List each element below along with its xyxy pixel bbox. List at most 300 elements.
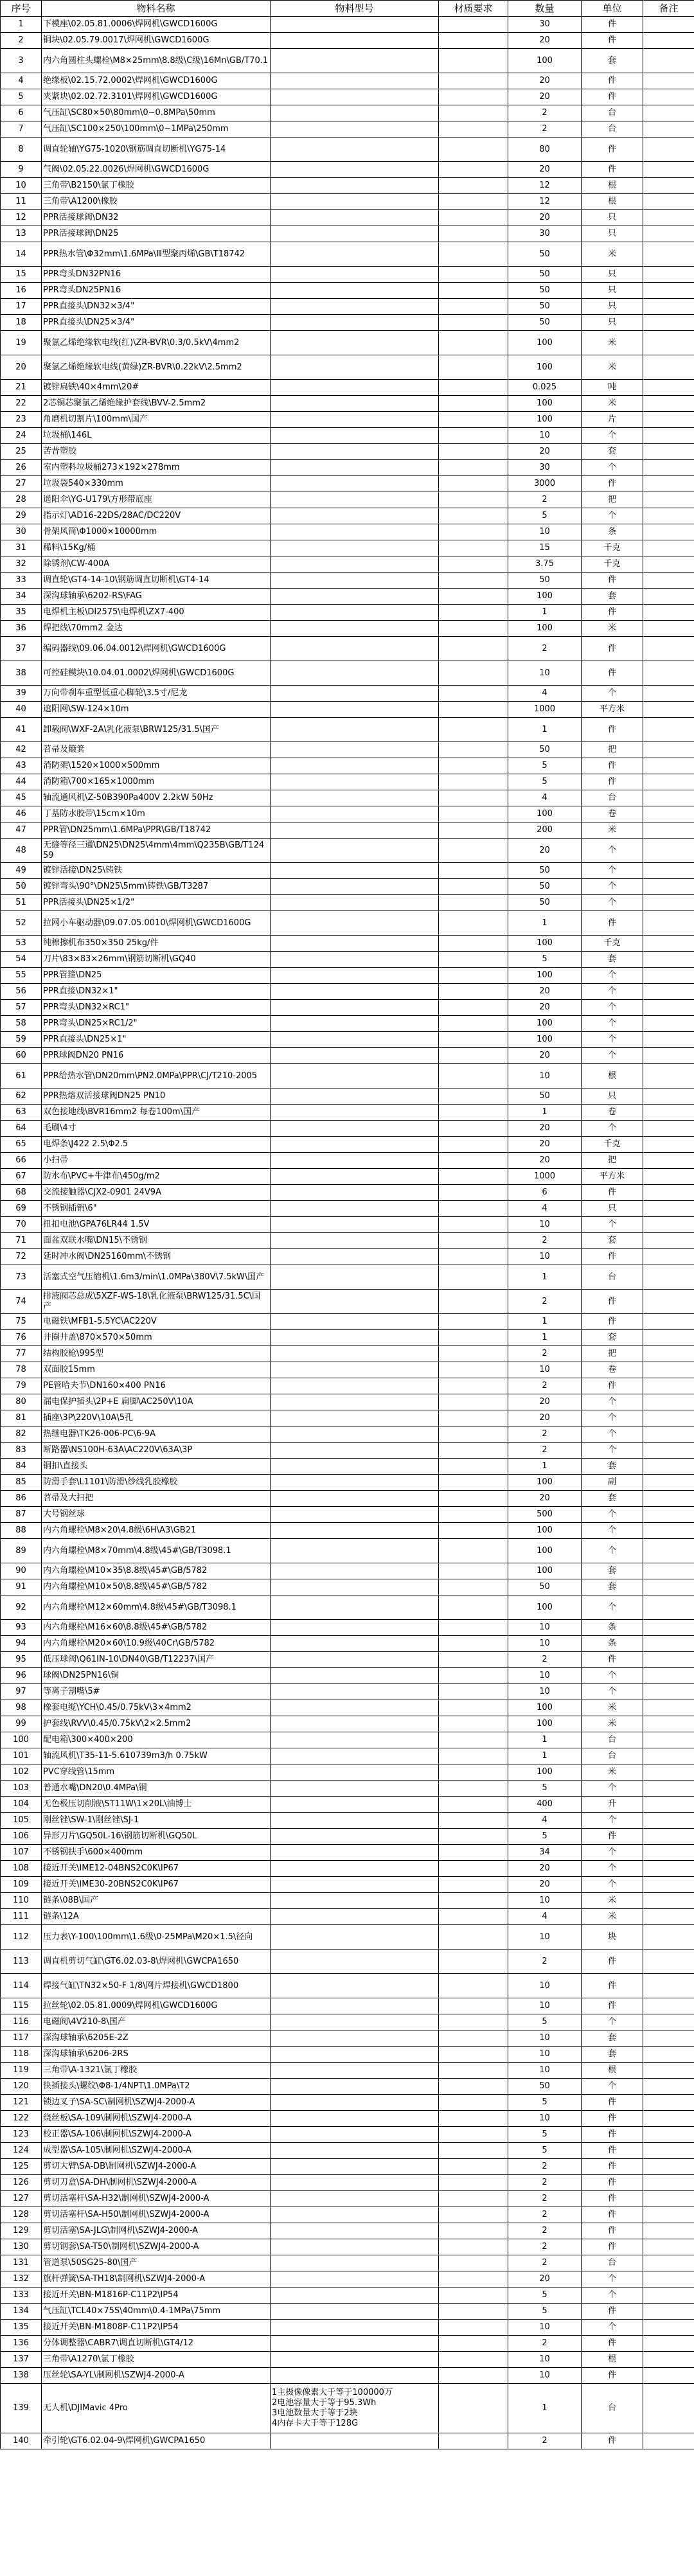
table-row bbox=[1, 267, 694, 283]
row-model bbox=[271, 2127, 439, 2143]
table-row bbox=[1, 508, 694, 524]
row-model bbox=[271, 121, 439, 138]
row-name: 轴流风机\T35-11-5.610739m3/h 0.75kW bbox=[42, 1748, 271, 1764]
row-seq: 5 bbox=[1, 89, 42, 105]
row-model bbox=[271, 589, 439, 605]
table-row bbox=[1, 1813, 694, 1829]
table-row bbox=[1, 476, 694, 492]
row-name: PE管哈夫节\DN160×400 PN16 bbox=[42, 1378, 271, 1394]
row-qty: 30 bbox=[508, 226, 582, 242]
row-unit: 套 bbox=[582, 1330, 643, 1346]
row-name: 内六角螺栓\M20×60\10.9级\40Cr\GB/5782 bbox=[42, 1636, 271, 1652]
row-unit: 个 bbox=[582, 1507, 643, 1523]
row-note bbox=[643, 2368, 694, 2384]
row-note bbox=[643, 1153, 694, 1169]
row-unit: 个 bbox=[582, 1845, 643, 1861]
row-name: 防水布\PVC+牛津布\450g/m2 bbox=[42, 1169, 271, 1185]
row-material bbox=[439, 1781, 508, 1797]
table-row bbox=[1, 524, 694, 540]
row-model bbox=[271, 1700, 439, 1716]
table-row bbox=[1, 2175, 694, 2191]
row-qty: 20 bbox=[508, 89, 582, 105]
row-unit: 只 bbox=[582, 315, 643, 331]
row-name: 调直轮\GT4-14-10\钢筋调直切断机\GT4-14 bbox=[42, 573, 271, 589]
row-qty: 20 bbox=[508, 1491, 582, 1507]
row-note bbox=[643, 702, 694, 718]
row-model bbox=[271, 1475, 439, 1491]
row-material bbox=[439, 879, 508, 895]
row-unit: 件 bbox=[582, 637, 643, 661]
row-name: 聚氯乙烯绝缘软电线(黄绿)ZR-BVR\0.22kV\2.5mm2 bbox=[42, 355, 271, 380]
row-unit: 件 bbox=[582, 2111, 643, 2127]
table-row bbox=[1, 1048, 694, 1064]
row-name: 结构胶枪\995型 bbox=[42, 1346, 271, 1362]
row-unit: 米 bbox=[582, 1700, 643, 1716]
row-unit: 件 bbox=[582, 73, 643, 89]
row-material bbox=[439, 1346, 508, 1362]
row-note bbox=[643, 573, 694, 589]
row-unit: 个 bbox=[582, 1394, 643, 1410]
row-name: 电焊条\J422 2.5\Φ2.5 bbox=[42, 1137, 271, 1153]
row-material bbox=[439, 2175, 508, 2191]
row-seq: 116 bbox=[1, 2014, 42, 2030]
row-seq: 18 bbox=[1, 315, 42, 331]
row-name: 双面胶15mm bbox=[42, 1362, 271, 1378]
row-seq: 51 bbox=[1, 895, 42, 911]
row-material bbox=[439, 742, 508, 758]
table-row bbox=[1, 863, 694, 879]
row-name: 气阀\02.05.22.0026\焊网机\GWCD1600G bbox=[42, 162, 271, 178]
row-note bbox=[643, 540, 694, 556]
row-qty: 100 bbox=[508, 1700, 582, 1716]
table-row bbox=[1, 1290, 694, 1314]
row-material bbox=[439, 492, 508, 508]
row-qty: 1 bbox=[508, 911, 582, 936]
row-material bbox=[439, 178, 508, 194]
row-qty: 5 bbox=[508, 2095, 582, 2111]
table-row bbox=[1, 2095, 694, 2111]
row-seq: 118 bbox=[1, 2047, 42, 2063]
header-unit: 单位 bbox=[582, 1, 643, 17]
row-qty: 1 bbox=[508, 718, 582, 742]
row-unit: 件 bbox=[582, 911, 643, 936]
table-row bbox=[1, 1394, 694, 1410]
row-material bbox=[439, 1105, 508, 1121]
row-qty: 2 bbox=[508, 1290, 582, 1314]
row-note bbox=[643, 492, 694, 508]
row-unit: 个 bbox=[582, 968, 643, 984]
row-unit: 件 bbox=[582, 758, 643, 774]
row-material bbox=[439, 2255, 508, 2271]
row-qty: 50 bbox=[508, 267, 582, 283]
table-row bbox=[1, 2191, 694, 2207]
row-model bbox=[271, 936, 439, 952]
row-note bbox=[643, 1121, 694, 1137]
row-seq: 33 bbox=[1, 573, 42, 589]
row-note bbox=[643, 331, 694, 355]
row-note bbox=[643, 2159, 694, 2175]
row-model bbox=[271, 2047, 439, 2063]
row-note bbox=[643, 1475, 694, 1491]
row-material bbox=[439, 718, 508, 742]
row-seq: 111 bbox=[1, 1909, 42, 1925]
table-row bbox=[1, 315, 694, 331]
row-material bbox=[439, 524, 508, 540]
row-model bbox=[271, 1105, 439, 1121]
row-seq: 122 bbox=[1, 2111, 42, 2127]
row-model bbox=[271, 1443, 439, 1459]
row-material bbox=[439, 33, 508, 49]
row-model bbox=[271, 1459, 439, 1475]
row-unit: 套 bbox=[582, 1233, 643, 1249]
row-qty: 10 bbox=[508, 524, 582, 540]
row-note bbox=[643, 1000, 694, 1016]
row-note bbox=[643, 1459, 694, 1475]
row-name: 拉网小车驱动器\09.07.05.0010\焊网机\GWCD1600G bbox=[42, 911, 271, 936]
row-note bbox=[643, 1137, 694, 1153]
row-material bbox=[439, 1410, 508, 1426]
header-material: 材质要求 bbox=[439, 1, 508, 17]
row-unit: 卷 bbox=[582, 1105, 643, 1121]
row-model bbox=[271, 2255, 439, 2271]
row-material bbox=[439, 1829, 508, 1845]
row-note bbox=[643, 33, 694, 49]
row-seq: 110 bbox=[1, 1893, 42, 1909]
row-note bbox=[643, 1249, 694, 1265]
row-qty: 20 bbox=[508, 73, 582, 89]
row-qty: 1 bbox=[508, 1330, 582, 1346]
row-name: 不锈钢扶手\600×400mm bbox=[42, 1845, 271, 1861]
row-model bbox=[271, 758, 439, 774]
row-model bbox=[271, 1732, 439, 1748]
row-note bbox=[643, 1290, 694, 1314]
row-material bbox=[439, 2352, 508, 2368]
row-qty: 100 bbox=[508, 1595, 582, 1620]
row-unit: 把 bbox=[582, 742, 643, 758]
row-name: 内六角螺栓\M12×60mm\4.8级\45#\GB/T3098.1 bbox=[42, 1595, 271, 1620]
row-qty: 4 bbox=[508, 686, 582, 702]
row-name: PPR热水管\Φ32mm\1.6MPa\Ⅲ型聚丙烯\GB\T18742 bbox=[42, 242, 271, 267]
row-qty: 20 bbox=[508, 1394, 582, 1410]
row-name: 普通水嘴\DN20\0.4MPa\铜 bbox=[42, 1781, 271, 1797]
row-seq: 82 bbox=[1, 1426, 42, 1443]
row-material bbox=[439, 806, 508, 822]
row-qty: 100 bbox=[508, 1523, 582, 1539]
row-model bbox=[271, 1636, 439, 1652]
row-seq: 58 bbox=[1, 1016, 42, 1032]
table-row bbox=[1, 1974, 694, 1998]
row-name: 刚丝锉\SW-1\刚丝锉\SJ-1 bbox=[42, 1813, 271, 1829]
row-qty: 2 bbox=[508, 2159, 582, 2175]
row-seq: 11 bbox=[1, 194, 42, 210]
row-seq: 104 bbox=[1, 1797, 42, 1813]
row-model bbox=[271, 412, 439, 428]
row-material bbox=[439, 1233, 508, 1249]
row-unit: 件 bbox=[582, 2143, 643, 2159]
row-qty: 50 bbox=[508, 895, 582, 911]
row-unit: 条 bbox=[582, 1636, 643, 1652]
row-name: 无人机\DJIMavic 4Pro bbox=[42, 2384, 271, 2433]
row-material bbox=[439, 702, 508, 718]
row-seq: 75 bbox=[1, 1314, 42, 1330]
table-row bbox=[1, 1105, 694, 1121]
row-qty: 10 bbox=[508, 1217, 582, 1233]
row-model bbox=[271, 105, 439, 121]
table-row bbox=[1, 283, 694, 299]
row-material bbox=[439, 1249, 508, 1265]
row-qty: 2 bbox=[508, 2207, 582, 2223]
row-seq: 63 bbox=[1, 1105, 42, 1121]
row-note bbox=[643, 2320, 694, 2336]
row-note bbox=[643, 911, 694, 936]
row-qty: 200 bbox=[508, 822, 582, 839]
row-material bbox=[439, 396, 508, 412]
table-row bbox=[1, 1016, 694, 1032]
row-name: 万向带刹车重型低重心脚轮\3.5寸/尼龙 bbox=[42, 686, 271, 702]
row-seq: 16 bbox=[1, 283, 42, 299]
row-note bbox=[643, 1620, 694, 1636]
row-unit: 米 bbox=[582, 242, 643, 267]
table-row bbox=[1, 936, 694, 952]
row-unit: 个 bbox=[582, 2014, 643, 2030]
row-seq: 112 bbox=[1, 1925, 42, 1950]
row-seq: 70 bbox=[1, 1217, 42, 1233]
row-note bbox=[643, 2207, 694, 2223]
table-row bbox=[1, 758, 694, 774]
row-qty: 1000 bbox=[508, 702, 582, 718]
row-note bbox=[643, 226, 694, 242]
row-qty: 2 bbox=[508, 2336, 582, 2352]
row-seq: 88 bbox=[1, 1523, 42, 1539]
row-seq: 95 bbox=[1, 1652, 42, 1668]
row-note bbox=[643, 2223, 694, 2239]
row-note bbox=[643, 178, 694, 194]
table-row bbox=[1, 1346, 694, 1362]
row-seq: 71 bbox=[1, 1233, 42, 1249]
row-seq: 17 bbox=[1, 299, 42, 315]
table-row bbox=[1, 2127, 694, 2143]
row-unit: 件 bbox=[582, 2159, 643, 2175]
table-row bbox=[1, 1064, 694, 1088]
row-note bbox=[643, 742, 694, 758]
row-material bbox=[439, 1652, 508, 1668]
row-name: 热继电器\TK26-006-PC\6-9A bbox=[42, 1426, 271, 1443]
row-material bbox=[439, 556, 508, 573]
row-model bbox=[271, 89, 439, 105]
row-material bbox=[439, 1443, 508, 1459]
row-name: 丁基防水胶带\15cm×10m bbox=[42, 806, 271, 822]
row-qty: 10 bbox=[508, 1893, 582, 1909]
row-material bbox=[439, 1998, 508, 2014]
row-seq: 105 bbox=[1, 1813, 42, 1829]
row-model bbox=[271, 2433, 439, 2449]
row-material bbox=[439, 1426, 508, 1443]
table-row bbox=[1, 2207, 694, 2223]
row-note bbox=[643, 879, 694, 895]
row-unit: 件 bbox=[582, 1314, 643, 1330]
row-model bbox=[271, 355, 439, 380]
row-qty: 50 bbox=[508, 242, 582, 267]
row-name: 调直机剪切气缸\GT6.02.03-8\焊网机\GWCPA1650 bbox=[42, 1950, 271, 1974]
row-seq: 101 bbox=[1, 1748, 42, 1764]
row-qty: 5 bbox=[508, 2287, 582, 2304]
row-note bbox=[643, 162, 694, 178]
row-qty: 10 bbox=[508, 1998, 582, 2014]
row-qty: 50 bbox=[508, 315, 582, 331]
row-material bbox=[439, 2030, 508, 2047]
row-model bbox=[271, 267, 439, 283]
row-qty: 20 bbox=[508, 2271, 582, 2287]
row-unit: 台 bbox=[582, 790, 643, 806]
row-unit: 台 bbox=[582, 121, 643, 138]
row-material bbox=[439, 2433, 508, 2449]
row-qty: 100 bbox=[508, 1539, 582, 1563]
row-unit: 件 bbox=[582, 2239, 643, 2255]
row-unit: 件 bbox=[582, 162, 643, 178]
row-qty: 20 bbox=[508, 1137, 582, 1153]
row-name: 苕帚及大扫把 bbox=[42, 1491, 271, 1507]
row-qty: 10 bbox=[508, 1620, 582, 1636]
row-model bbox=[271, 2175, 439, 2191]
row-note bbox=[643, 1974, 694, 1998]
row-qty: 5 bbox=[508, 508, 582, 524]
row-unit: 件 bbox=[582, 476, 643, 492]
row-seq: 56 bbox=[1, 984, 42, 1000]
table-row bbox=[1, 686, 694, 702]
row-name: 链条\12A bbox=[42, 1909, 271, 1925]
row-note bbox=[643, 1877, 694, 1893]
row-note bbox=[643, 1016, 694, 1032]
table-row bbox=[1, 2433, 694, 2449]
row-qty: 10 bbox=[508, 661, 582, 686]
row-material bbox=[439, 2191, 508, 2207]
row-name: 除锈剂\CW-400A bbox=[42, 556, 271, 573]
row-note bbox=[643, 1443, 694, 1459]
table-row bbox=[1, 1265, 694, 1290]
row-note bbox=[643, 2352, 694, 2368]
row-seq: 123 bbox=[1, 2127, 42, 2143]
row-name: PPR弯头DN32PN16 bbox=[42, 267, 271, 283]
row-material bbox=[439, 210, 508, 226]
table-row bbox=[1, 1700, 694, 1716]
row-model bbox=[271, 1652, 439, 1668]
row-note bbox=[643, 210, 694, 226]
row-model bbox=[271, 911, 439, 936]
row-unit: 把 bbox=[582, 492, 643, 508]
row-name: 接近开关\IME30-20BNS2C0K\IP67 bbox=[42, 1877, 271, 1893]
header-name: 物料名称 bbox=[42, 1, 271, 17]
row-qty: 10 bbox=[508, 1974, 582, 1998]
table-row bbox=[1, 1217, 694, 1233]
row-model bbox=[271, 315, 439, 331]
row-model bbox=[271, 1523, 439, 1539]
row-name: 夹紧块\02.02.72.3101\焊网机\GWCD1600G bbox=[42, 89, 271, 105]
row-name: 交流接触器\CJX2-0901 24V9A bbox=[42, 1185, 271, 1201]
row-seq: 50 bbox=[1, 879, 42, 895]
row-model bbox=[271, 661, 439, 686]
row-unit: 个 bbox=[582, 1595, 643, 1620]
row-model bbox=[271, 283, 439, 299]
row-unit: 件 bbox=[582, 1185, 643, 1201]
header-row bbox=[1, 1, 694, 17]
row-seq: 23 bbox=[1, 412, 42, 428]
row-model bbox=[271, 1426, 439, 1443]
row-note bbox=[643, 1523, 694, 1539]
table-row bbox=[1, 89, 694, 105]
row-seq: 138 bbox=[1, 2368, 42, 2384]
table-row bbox=[1, 1925, 694, 1950]
row-seq: 134 bbox=[1, 2304, 42, 2320]
row-material bbox=[439, 952, 508, 968]
row-seq: 115 bbox=[1, 1998, 42, 2014]
row-model bbox=[271, 1032, 439, 1048]
row-model bbox=[271, 226, 439, 242]
table-row bbox=[1, 1595, 694, 1620]
row-qty: 5 bbox=[508, 1829, 582, 1845]
row-seq: 32 bbox=[1, 556, 42, 573]
row-name: 锁边叉子\SA-SC\制网机\SZWJ4-2000-A bbox=[42, 2095, 271, 2111]
row-model bbox=[271, 984, 439, 1000]
table-row bbox=[1, 952, 694, 968]
row-unit: 个 bbox=[582, 1781, 643, 1797]
row-seq: 78 bbox=[1, 1362, 42, 1378]
row-qty: 5 bbox=[508, 774, 582, 790]
row-model bbox=[271, 1290, 439, 1314]
row-model bbox=[271, 492, 439, 508]
row-seq: 26 bbox=[1, 460, 42, 476]
row-qty: 50 bbox=[508, 283, 582, 299]
row-name: 不锈钢插销\6" bbox=[42, 1201, 271, 1217]
row-unit: 条 bbox=[582, 524, 643, 540]
row-material bbox=[439, 1217, 508, 1233]
row-seq: 4 bbox=[1, 73, 42, 89]
row-note bbox=[643, 412, 694, 428]
row-model bbox=[271, 702, 439, 718]
row-name: 球阀\DN25PN16\铜 bbox=[42, 1668, 271, 1684]
row-qty: 1 bbox=[508, 1459, 582, 1475]
row-material bbox=[439, 2287, 508, 2304]
row-unit: 只 bbox=[582, 1201, 643, 1217]
row-material bbox=[439, 1861, 508, 1877]
row-material bbox=[439, 508, 508, 524]
row-model bbox=[271, 1829, 439, 1845]
row-material bbox=[439, 17, 508, 33]
row-qty: 2 bbox=[508, 1346, 582, 1362]
table-row bbox=[1, 1829, 694, 1845]
row-note bbox=[643, 1925, 694, 1950]
row-material bbox=[439, 839, 508, 863]
table-row bbox=[1, 589, 694, 605]
row-note bbox=[643, 1169, 694, 1185]
row-name: 剪切大臂\SA-DB\制网机\SZWJ4-2000-A bbox=[42, 2159, 271, 2175]
row-qty: 10 bbox=[508, 1064, 582, 1088]
table-row bbox=[1, 380, 694, 396]
row-name: 排液阀芯总成\5XZF-WS-18\乳化液泵\BRW125/31.5C\国产 bbox=[42, 1290, 271, 1314]
row-material bbox=[439, 637, 508, 661]
row-name: 镀锌活接\DN25\铸铁 bbox=[42, 863, 271, 879]
row-unit: 个 bbox=[582, 2271, 643, 2287]
table-row bbox=[1, 1877, 694, 1893]
row-qty: 50 bbox=[508, 863, 582, 879]
table-row bbox=[1, 178, 694, 194]
row-name: 卸载阀\WXF-2A\乳化液泵\BRW125/31.5\国产 bbox=[42, 718, 271, 742]
row-material bbox=[439, 686, 508, 702]
row-seq: 79 bbox=[1, 1378, 42, 1394]
row-seq: 44 bbox=[1, 774, 42, 790]
row-unit: 米 bbox=[582, 1893, 643, 1909]
row-seq: 41 bbox=[1, 718, 42, 742]
row-note bbox=[643, 1764, 694, 1781]
